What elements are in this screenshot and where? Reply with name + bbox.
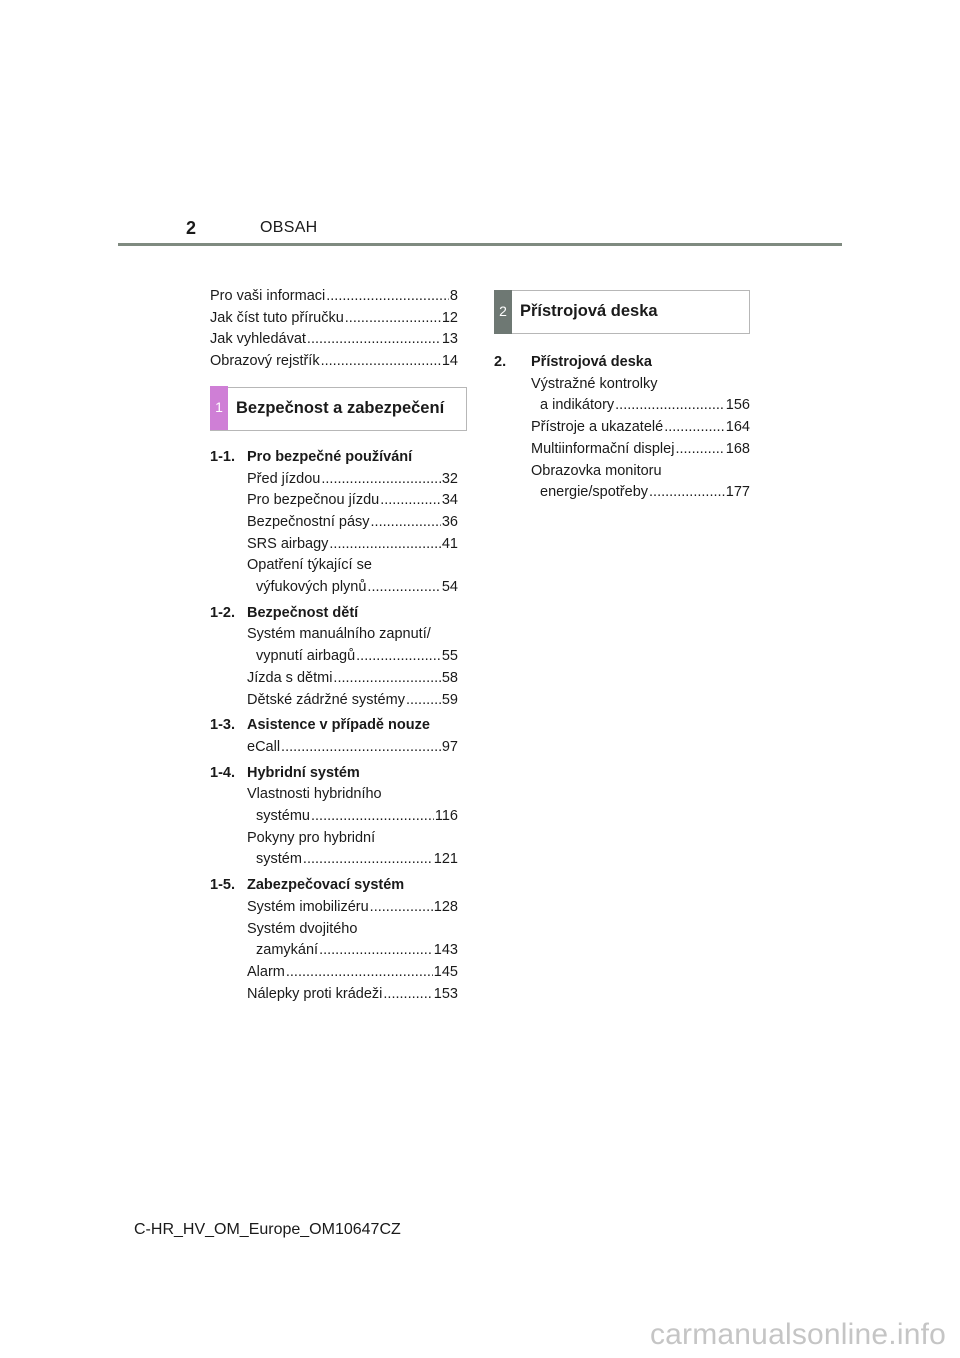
document-id: C-HR_HV_OM_Europe_OM10647CZ <box>134 1221 401 1238</box>
page-ref: 8 <box>449 288 458 304</box>
toc-row[interactable] <box>247 690 458 712</box>
leader-dots <box>615 395 725 417</box>
entry-title: Bezpečnostní pásy <box>247 513 370 530</box>
toc-row[interactable] <box>247 668 458 690</box>
page-header <box>0 0 960 250</box>
entry-title: Pro vaši informaci <box>210 288 326 304</box>
entry-title: Obrazový rejstřík <box>210 353 320 370</box>
page-ref: 177 <box>725 484 750 501</box>
section-number: 1-1. <box>210 448 235 465</box>
section-title: Pro bezpečné používání <box>247 448 413 465</box>
section-heading[interactable] <box>210 763 458 785</box>
page-ref: 14 <box>441 353 458 370</box>
toc-row[interactable] <box>247 849 458 871</box>
entry-title-line1: Opatření týkající se <box>247 557 372 574</box>
page-ref: 54 <box>441 579 458 596</box>
leader-dots <box>649 482 725 504</box>
header-rule <box>118 243 842 246</box>
leader-dots <box>371 512 441 534</box>
toc-entry[interactable] <box>210 555 458 598</box>
entry-title: vypnutí airbagů <box>256 648 356 665</box>
section-number: 1-4. <box>210 764 235 781</box>
toc-entry[interactable] <box>210 919 458 962</box>
section-title: Bezpečnost dětí <box>247 604 359 621</box>
chapter-1-box[interactable] <box>210 387 467 431</box>
page-ref: 13 <box>441 331 458 348</box>
section-heading[interactable] <box>494 352 750 374</box>
page-ref: 128 <box>433 898 458 915</box>
entry-title: zamykání <box>256 942 319 959</box>
toc-row[interactable] <box>247 897 458 919</box>
entry-title: Přístroje a ukazatelé <box>531 419 664 436</box>
section-title: Přístrojová deska <box>531 354 652 370</box>
entry-title: Jak vyhledávat <box>210 331 306 348</box>
section-heading[interactable] <box>210 447 458 469</box>
section-number: 1-3. <box>210 717 235 734</box>
chapter-2-tab: 2 <box>494 290 512 334</box>
toc-row[interactable] <box>531 439 750 461</box>
page-ref: 156 <box>725 397 750 414</box>
toc-entry[interactable] <box>494 439 750 461</box>
page-ref: 55 <box>441 648 458 665</box>
chapter-1-list <box>210 447 458 1006</box>
toc-row[interactable] <box>247 984 458 1006</box>
section-number: 1-2. <box>210 604 235 621</box>
leader-dots <box>321 351 441 373</box>
watermark: carmanualsonline.info <box>649 1318 946 1351</box>
leader-dots <box>356 646 441 668</box>
entry-title: Multiinformační displej <box>531 440 675 457</box>
entry-title: Pro bezpečnou jízdu <box>247 492 380 509</box>
toc-row[interactable] <box>210 286 458 308</box>
leader-dots <box>286 962 433 984</box>
entry-title-line1: Výstražné kontrolky <box>531 375 658 392</box>
entry-title-line1: Obrazovka monitoru <box>531 462 662 479</box>
toc-entry[interactable] <box>210 784 458 827</box>
chapter-2-list <box>494 352 750 504</box>
section-heading[interactable] <box>210 875 458 897</box>
page-ref: 121 <box>433 851 458 868</box>
section-heading[interactable] <box>210 715 458 737</box>
toc-entry[interactable] <box>494 417 750 439</box>
page-ref: 58 <box>441 669 458 686</box>
page-ref: 153 <box>433 985 458 1002</box>
toc-row[interactable] <box>247 940 458 962</box>
toc-left-column <box>210 286 458 1005</box>
leader-dots <box>307 329 441 351</box>
page-ref: 143 <box>433 942 458 959</box>
leader-dots <box>321 469 441 491</box>
toc-entry[interactable] <box>210 624 458 667</box>
leader-dots <box>303 849 433 871</box>
toc-row[interactable] <box>247 806 458 828</box>
entry-title-line1: Systém manuálního zapnutí/ <box>247 626 431 643</box>
page-ref: 12 <box>441 309 458 326</box>
page-ref: 36 <box>441 513 458 530</box>
chapter-2-box[interactable] <box>494 290 750 334</box>
leader-dots <box>370 897 433 919</box>
toc-row[interactable] <box>247 490 458 512</box>
toc-entry[interactable] <box>210 512 458 534</box>
entry-title: Dětské zádržné systémy <box>247 691 405 708</box>
leader-dots <box>281 737 441 759</box>
toc-row[interactable] <box>247 469 458 491</box>
leader-dots <box>319 940 433 962</box>
page-ref: 116 <box>434 808 458 825</box>
entry-title: Jak číst tuto příručku <box>210 309 344 326</box>
toc-row[interactable] <box>247 646 458 668</box>
leader-dots <box>345 308 441 330</box>
leader-dots <box>406 690 441 712</box>
entry-title: eCall <box>247 738 281 755</box>
page-ref: 97 <box>441 738 458 755</box>
page-ref: 41 <box>441 535 458 552</box>
leader-dots <box>664 417 725 439</box>
toc-row[interactable] <box>247 962 458 984</box>
entry-title: Systém imobilizéru <box>247 898 369 915</box>
entry-title: Nálepky proti krádeži <box>247 985 383 1002</box>
chapter-2-title: Přístrojová deska <box>520 302 658 321</box>
section-number: 2. <box>494 354 507 370</box>
toc-row[interactable] <box>210 308 458 330</box>
leader-dots <box>333 668 440 690</box>
toc-row[interactable] <box>531 417 750 439</box>
page-ref: 32 <box>441 470 458 487</box>
entry-title: energie/spotřeby <box>540 484 649 501</box>
leader-dots <box>367 577 440 599</box>
toc-row[interactable] <box>247 512 458 534</box>
intro-list <box>210 286 458 373</box>
leader-dots <box>383 984 432 1006</box>
entry-title-line1: Pokyny pro hybridní <box>247 829 376 846</box>
page-ref: 168 <box>725 440 750 457</box>
entry-title: systému <box>256 808 310 825</box>
toc-entry[interactable] <box>210 962 458 984</box>
entry-title: a indikátory <box>540 397 615 414</box>
leader-dots <box>380 490 441 512</box>
toc-entry[interactable] <box>210 897 458 919</box>
toc-entry[interactable] <box>210 828 458 871</box>
toc-row[interactable] <box>247 534 458 556</box>
entry-title: Alarm <box>247 963 285 980</box>
entry-title: Před jízdou <box>247 470 321 487</box>
toc-entry[interactable] <box>494 461 750 504</box>
entry-title: Jízda s dětmi <box>247 669 333 686</box>
toc-row[interactable] <box>247 737 458 759</box>
toc-row[interactable] <box>531 482 750 504</box>
toc-entry[interactable] <box>210 984 458 1006</box>
page-ref: 164 <box>725 419 750 436</box>
leader-dots <box>675 439 724 461</box>
entry-title: systém <box>256 851 302 868</box>
page-ref: 145 <box>433 963 458 980</box>
toc-row[interactable] <box>531 395 750 417</box>
entry-title-line1: Systém dvojitého <box>247 920 358 937</box>
section-heading[interactable] <box>210 603 458 625</box>
leader-dots <box>329 534 440 556</box>
chapter-1-tab: 1 <box>210 386 228 430</box>
section-number: 1-5. <box>210 877 235 894</box>
toc-row[interactable] <box>247 577 458 599</box>
page-ref: 59 <box>441 691 458 708</box>
leader-dots <box>326 286 449 308</box>
entry-title: SRS airbagy <box>247 535 329 552</box>
leader-dots <box>311 806 434 828</box>
entry-title: výfukových plynů <box>256 579 367 596</box>
toc-entry[interactable] <box>494 374 750 417</box>
section-title: Asistence v případě nouze <box>247 717 430 734</box>
page-title: OBSAH <box>260 219 318 236</box>
chapter-1-title: Bezpečnost a zabezpečení <box>236 398 445 417</box>
section-title: Zabezpečovací systém <box>247 877 405 894</box>
toc-row[interactable] <box>210 329 458 351</box>
entry-title-line1: Vlastnosti hybridního <box>247 786 382 803</box>
section-title: Hybridní systém <box>247 764 360 781</box>
page-number: 2 <box>186 218 197 238</box>
toc-entry[interactable] <box>210 534 458 556</box>
toc-entry[interactable] <box>210 690 458 712</box>
toc-right-column <box>494 290 750 504</box>
toc-row[interactable] <box>210 351 458 373</box>
page-ref: 34 <box>441 492 458 509</box>
toc-entry[interactable] <box>210 668 458 690</box>
toc-entry[interactable] <box>210 469 458 491</box>
toc-entry[interactable] <box>210 737 458 759</box>
toc-entry[interactable] <box>210 490 458 512</box>
